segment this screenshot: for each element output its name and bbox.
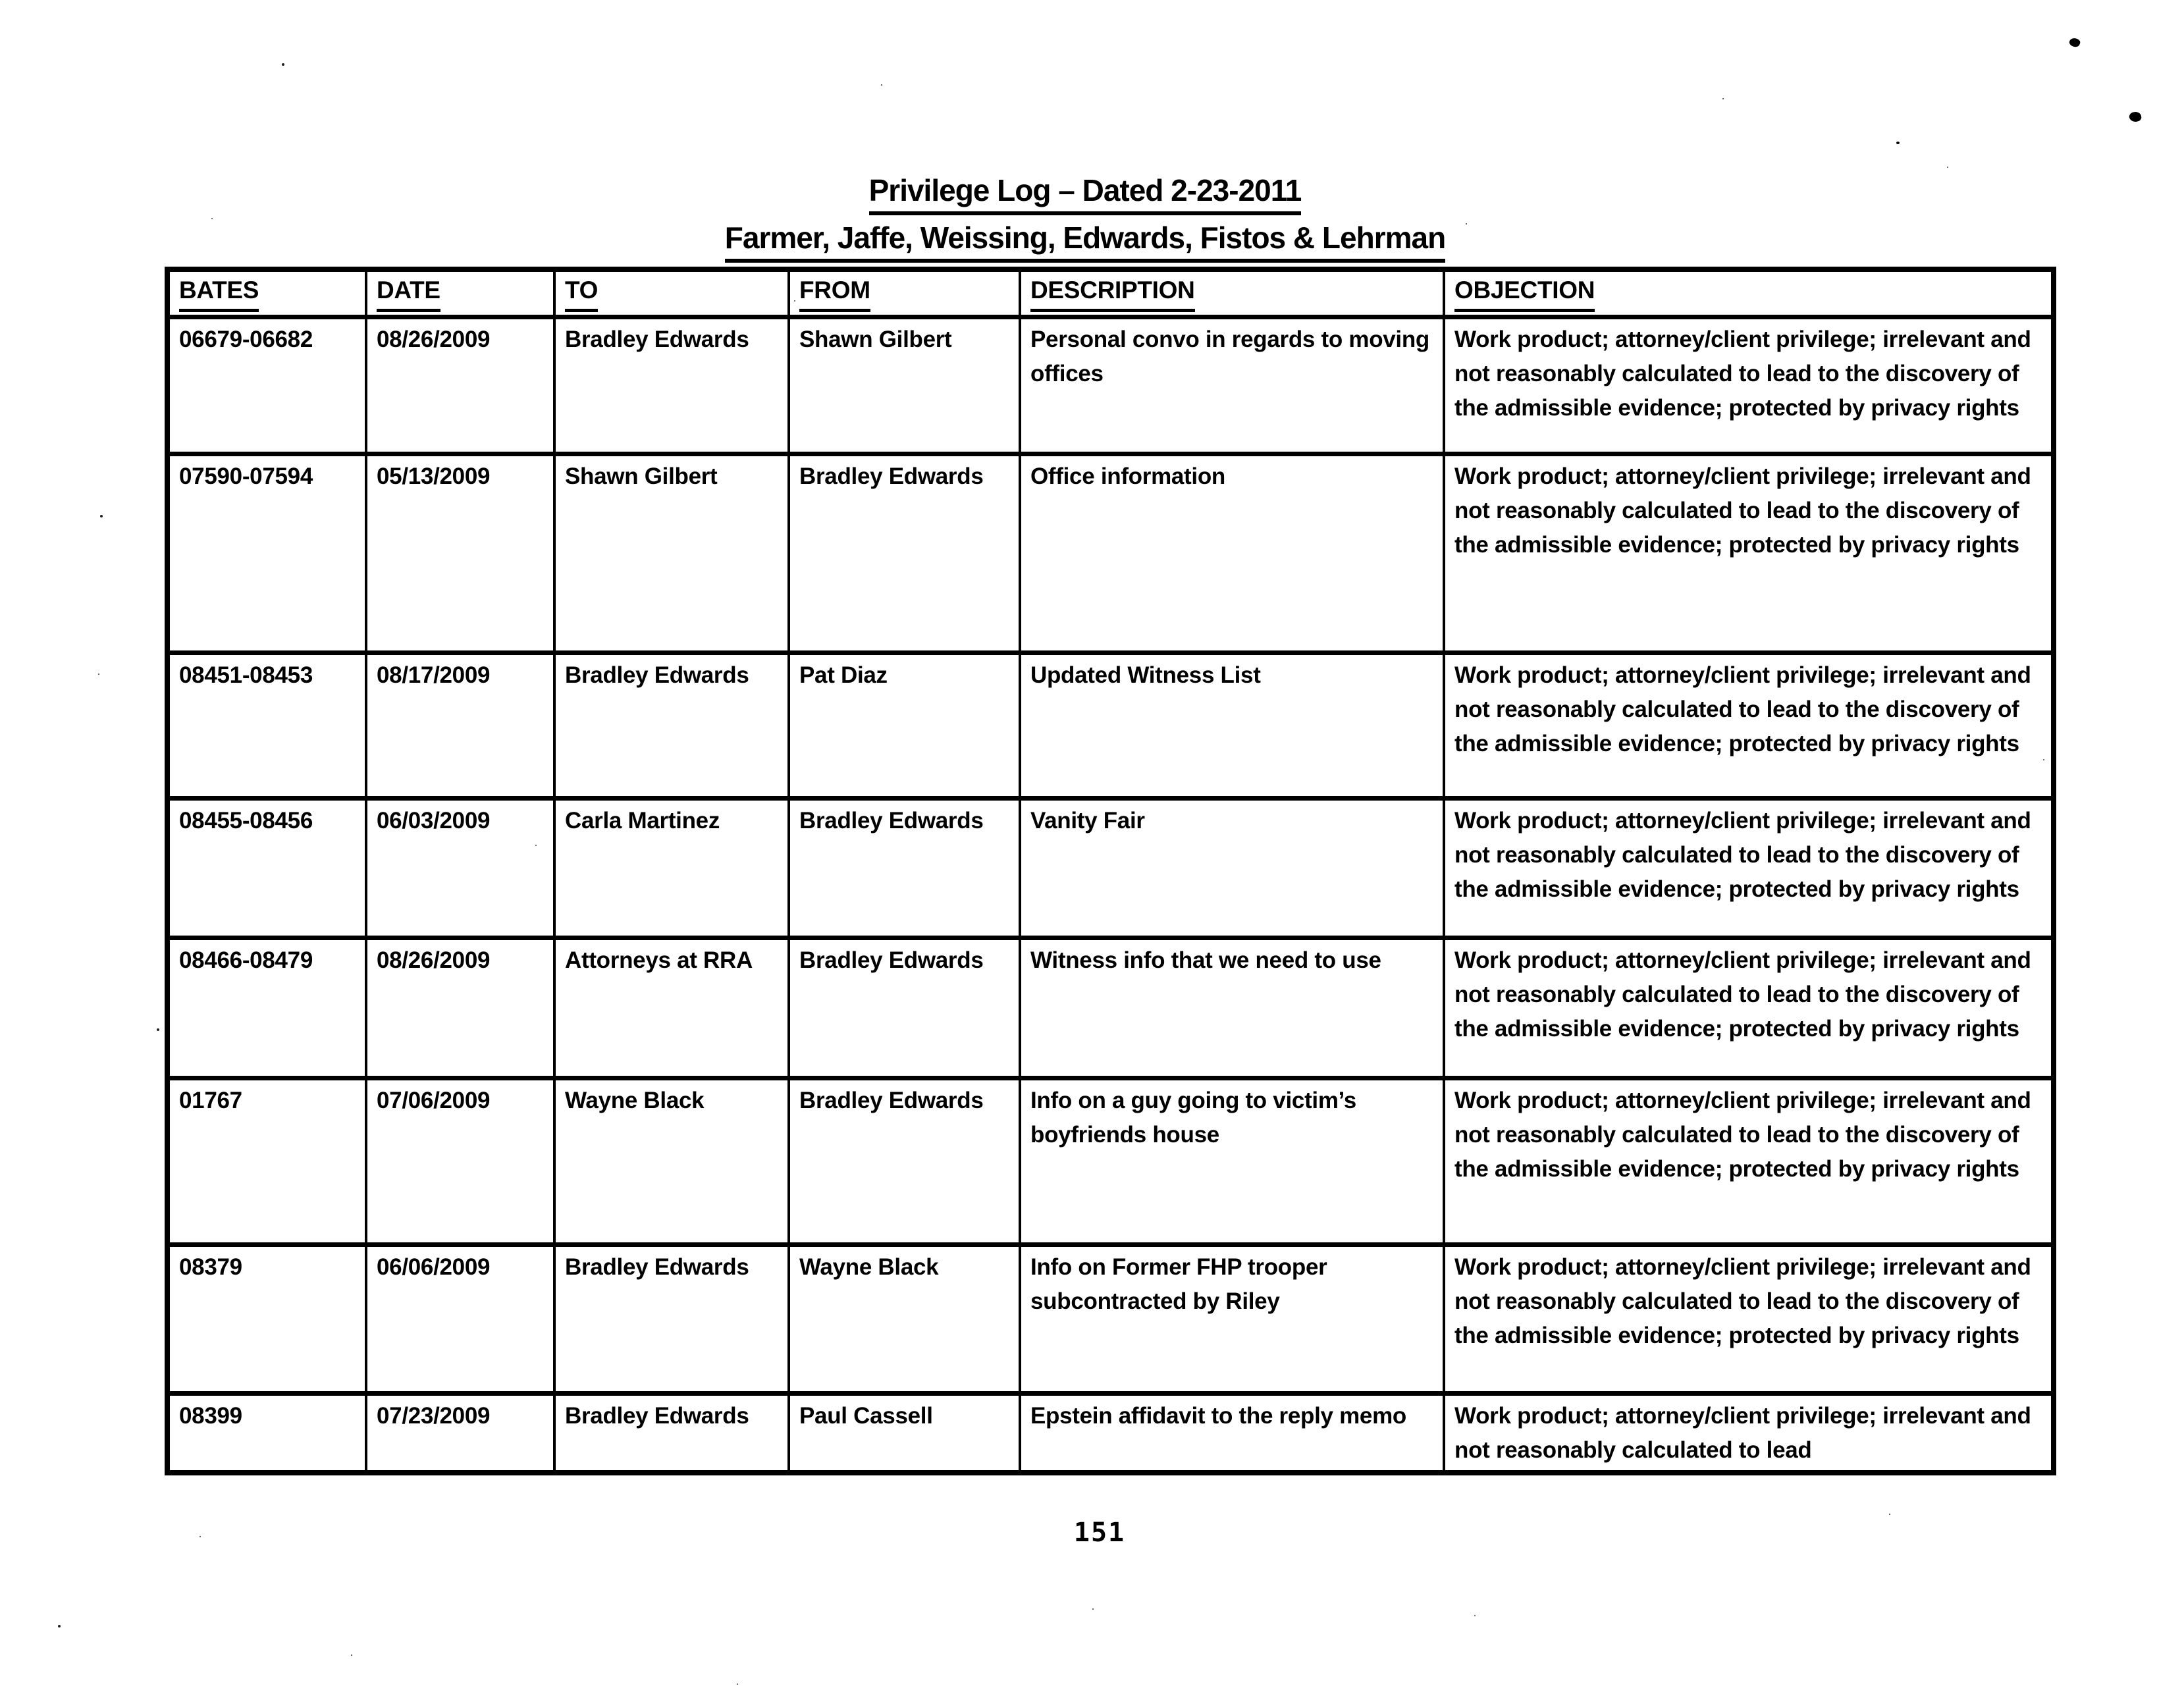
cell-to: Attorneys at RRA: [554, 938, 789, 1078]
table-body: [167, 317, 2054, 1473]
cell-date: 08/26/2009: [366, 317, 554, 454]
cell-date: 06/06/2009: [366, 1245, 554, 1394]
cell-date: 08/26/2009: [366, 938, 554, 1078]
cell-to: Bradley Edwards: [554, 1394, 789, 1473]
log-row: [167, 317, 2054, 454]
ink-blot-artifact: [1896, 142, 1900, 144]
log-row: [167, 653, 2054, 799]
column-header-label: DESCRIPTION: [1030, 273, 1195, 312]
column-header-objection: [1444, 269, 2054, 317]
cell-from: Bradley Edwards: [789, 799, 1020, 938]
cell-objection: Work product; attorney/client privilege; irrelevant and not reasonably calculated to lead to the discovery of the admissible evidence; protected by privacy rights: [1444, 317, 2054, 454]
cell-from: Bradley Edwards: [789, 938, 1020, 1078]
cell-date: 06/03/2009: [366, 799, 554, 938]
cell-date: 08/17/2009: [366, 653, 554, 799]
cell-bates: 08455-08456: [167, 799, 366, 938]
log-row: [167, 454, 2054, 653]
ink-blot-artifact: [2068, 36, 2081, 48]
cell-date: 07/23/2009: [366, 1394, 554, 1473]
cell-description: Vanity Fair: [1020, 799, 1444, 938]
cell-to: Carla Martinez: [554, 799, 789, 938]
cell-description: Office information: [1020, 454, 1444, 653]
column-header-description: [1020, 269, 1444, 317]
cell-from: Pat Diaz: [789, 653, 1020, 799]
column-header-to: [554, 269, 789, 317]
cell-bates: 08399: [167, 1394, 366, 1473]
cell-bates: 06679-06682: [167, 317, 366, 454]
cell-from: Bradley Edwards: [789, 1078, 1020, 1245]
column-header-label: BATES: [179, 273, 259, 312]
cell-from: Shawn Gilbert: [789, 317, 1020, 454]
column-header-label: TO: [565, 273, 598, 312]
cell-objection: Work product; attorney/client privilege; irrelevant and not reasonably calculated to lead to the discovery of the admissible evidence; protected by privacy rights: [1444, 653, 2054, 799]
cell-description: Witness info that we need to use: [1020, 938, 1444, 1078]
cell-to: Bradley Edwards: [554, 317, 789, 454]
document-subheading: [0, 220, 2170, 263]
cell-date: 05/13/2009: [366, 454, 554, 653]
cell-to: Wayne Black: [554, 1078, 789, 1245]
cell-from: Wayne Black: [789, 1245, 1020, 1394]
cell-description: Epstein affidavit to the reply memo: [1020, 1394, 1444, 1473]
privilege-log-table: [165, 267, 2056, 1475]
cell-from: Bradley Edwards: [789, 454, 1020, 653]
column-header-label: OBJECTION: [1454, 273, 1595, 312]
header-row: [167, 269, 2054, 317]
column-header-from: [789, 269, 1020, 317]
cell-objection: Work product; attorney/client privilege; irrelevant and not reasonably calculated to lead to the discovery of the admissible evidence; protected by privacy rights: [1444, 1078, 2054, 1245]
ink-blot-artifact: [2129, 111, 2143, 122]
page-subtitle: Farmer, Jaffe, Weissing, Edwards, Fistos & Lehrman: [725, 220, 1445, 263]
log-row: [167, 799, 2054, 938]
cell-description: Info on a guy going to victim’s boyfriends house: [1020, 1078, 1444, 1245]
column-header-bates: [167, 269, 366, 317]
cell-date: 07/06/2009: [366, 1078, 554, 1245]
cell-objection: Work product; attorney/client privilege; irrelevant and not reasonably calculated to lead to the discovery of the admissible evidence; protected by privacy rights: [1444, 1245, 2054, 1394]
scan-speckle-artifacts: [0, 0, 3, 3]
log-row: [167, 1245, 2054, 1394]
document-heading: [0, 172, 2170, 215]
cell-from: Paul Cassell: [789, 1394, 1020, 1473]
cell-objection: Work product; attorney/client privilege; irrelevant and not reasonably calculated to lead to the discovery of the admissible evidence; protected by privacy rights: [1444, 938, 2054, 1078]
cell-objection: Work product; attorney/client privilege; irrelevant and not reasonably calculated to lead to the discovery of the admissible evidence; protected by privacy rights: [1444, 799, 2054, 938]
cell-bates: 07590-07594: [167, 454, 366, 653]
cell-description: Info on Former FHP trooper subcontracted by Riley: [1020, 1245, 1444, 1394]
cell-to: Shawn Gilbert: [554, 454, 789, 653]
log-row: [167, 938, 2054, 1078]
cell-bates: 01767: [167, 1078, 366, 1245]
page-title: Privilege Log – Dated 2-23-2011: [869, 172, 1302, 215]
column-header-date: [366, 269, 554, 317]
log-row: [167, 1394, 2054, 1473]
log-row: [167, 1078, 2054, 1245]
column-header-label: DATE: [377, 273, 440, 312]
table-header: [167, 269, 2054, 317]
cell-description: Personal convo in regards to moving offices: [1020, 317, 1444, 454]
cell-objection: Work product; attorney/client privilege; irrelevant and not reasonably calculated to lead to the discovery of the admissible evidence; protected by privacy rights: [1444, 454, 2054, 653]
cell-bates: 08466-08479: [167, 938, 366, 1078]
cell-objection: Work product; attorney/client privilege; irrelevant and not reasonably calculated to lead: [1444, 1394, 2054, 1473]
cell-to: Bradley Edwards: [554, 1245, 789, 1394]
cell-bates: 08379: [167, 1245, 366, 1394]
cell-to: Bradley Edwards: [554, 653, 789, 799]
cell-bates: 08451-08453: [167, 653, 366, 799]
page-number: 151: [1073, 1518, 1126, 1548]
column-header-label: FROM: [799, 273, 870, 312]
cell-description: Updated Witness List: [1020, 653, 1444, 799]
